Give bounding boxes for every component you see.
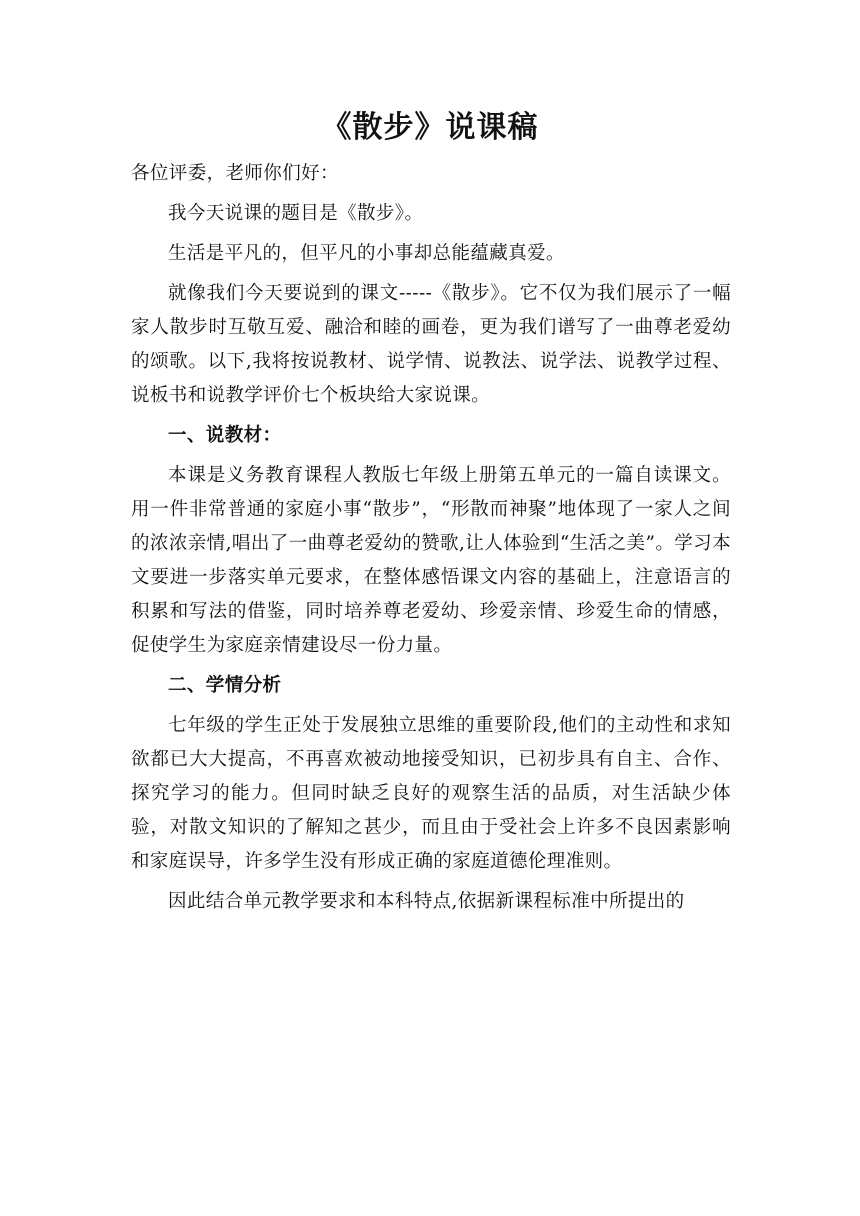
document-body: [131, 157, 731, 925]
section-text-student-analysis-continued: 因此结合单元教学要求和本科特点,依据新课程标准中所提出的: [168, 891, 685, 912]
section-heading-student-analysis: 二、学情分析: [168, 675, 282, 696]
intro-paragraph-3: 就像我们今天要说到的课文-----《散步》。它不仅为我们展示了一幅家人散步时互敬互爱、融洽和睦的画卷，更为我们谱写了一曲尊老爱幼的颂歌。以下,我将按说教材、说学情、说教法、说学法、说教学过程、说板书和说教学评价七个板块给大家说课。: [131, 283, 731, 406]
intro-paragraph-1: 我今天说课的题目是《散步》。: [168, 203, 424, 224]
section-text-textbook: 本课是义务教育课程人教版七年级上册第五单元的一篇自读课文。用一件非常普通的家庭小事“散步”，“形散而神聚”地体现了一家人之间的浓浓亲情,唱出了一曲尊老爱幼的赞歌,让人体验到“生活之美”。学习本文要进一步落实单元要求，在整体感悟课文内容的基础上，注意语言的积累和写法的借鉴，同时培养尊老爱幼、珍爱亲情、珍爱生命的情感，促使学生为家庭亲情建设尽一份力量。: [131, 465, 731, 656]
section-heading-textbook: 一、说教材：: [168, 425, 282, 446]
intro-paragraph-2: 生活是平凡的，但平凡的小事却总能蕴藏真爱。: [168, 243, 565, 264]
section-text-student-analysis: 七年级的学生正处于发展独立思维的重要阶段,他们的主动性和求知欲都已大大提高，不再喜欢被动地接受知识，已初步具有自主、合作、探究学习的能力。但同时缺乏良好的观察生活的品质，对生活缺少体验，对散文知识的了解知之甚少，而且由于受社会上许多不良因素影响和家庭误导，许多学生没有形成正确的家庭道德伦理准则。: [131, 715, 731, 872]
document-title: 《散步》说课稿: [321, 110, 539, 145]
greeting-paragraph: 各位评委，老师你们好：: [131, 163, 339, 184]
